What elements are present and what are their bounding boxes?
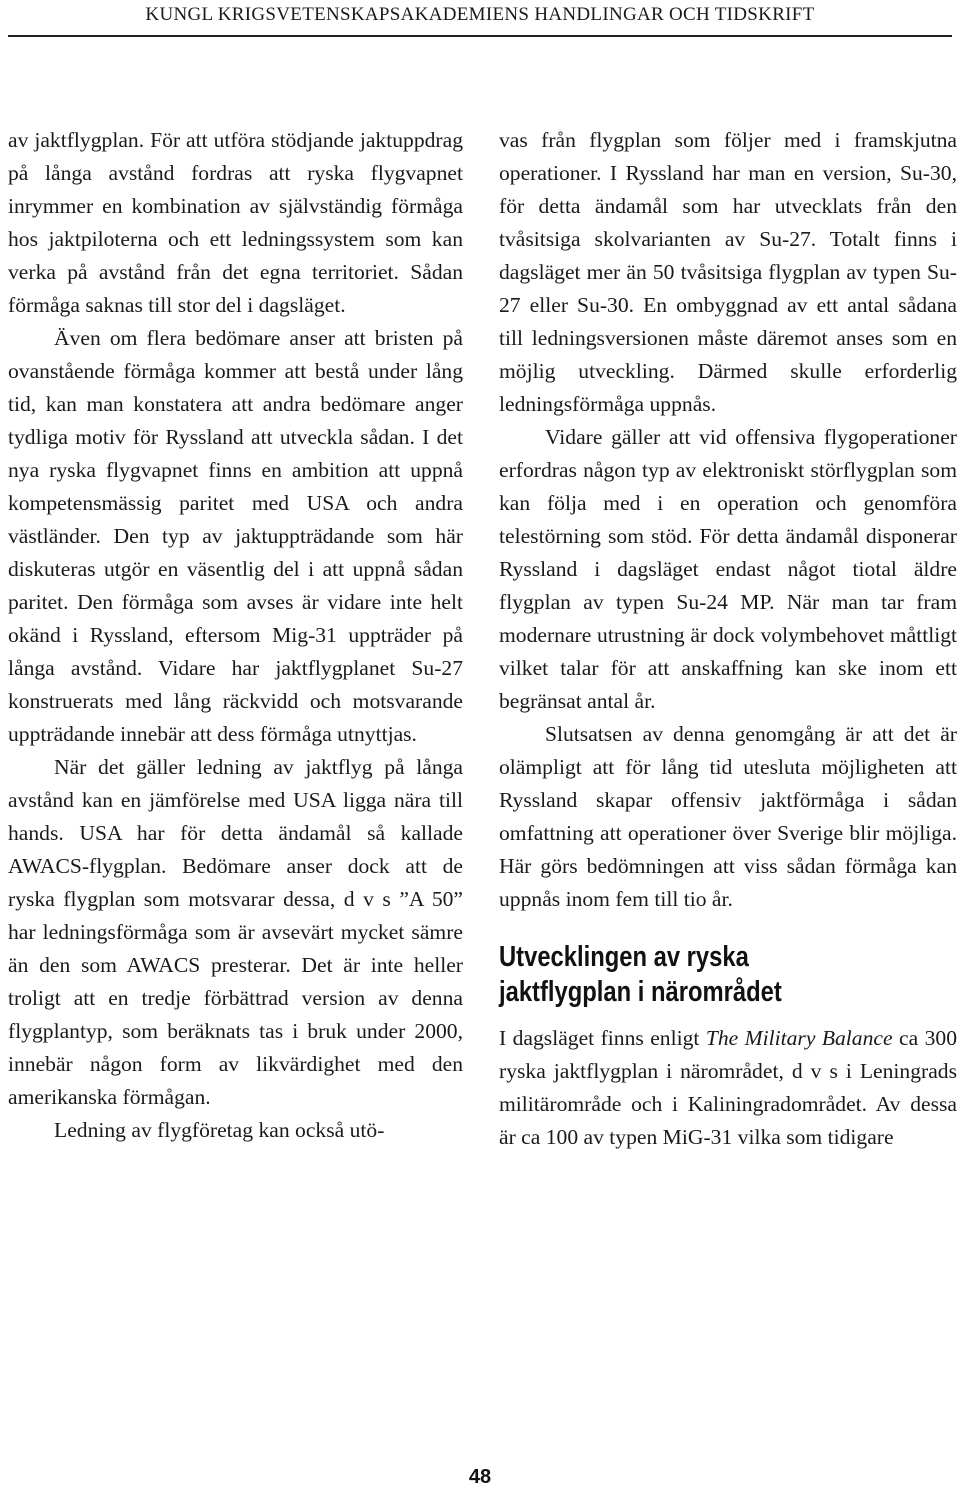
paragraph-4-rest: ca 300 ryska jaktflygplan i närområdet, d v s i Leningrads militärområde och i Kaliningradområdet. Av dessa är ca 100 av typen MiG-31 vilka som tidigare [499, 1026, 957, 1149]
right-paragraph-4 [499, 1022, 957, 1154]
right-paragraph-3: Slutsatsen av denna genomgång är att det är olämpligt att för lång tid utesluta möjligheten att Ryssland skapar offensiv jaktförmåga i sådan omfattning att operationer över Sverige blir möjliga. Här görs bedömningen att viss sådan förmåga kan uppnås inom fem till tio år. [499, 722, 957, 911]
right-paragraph-2: Vidare gäller att vid offensiva flygoperationer erfordras någon typ av elektroniskt störflygplan som kan följa med i en operation och genomföra telestörning som stöd. För detta ändamål disponerar Ryssland i dagsläget endast något tiotal äldre flygplan av typen Su-24 MP. När man tar fram modernare utrustning är dock volymbehovet måttligt vilket talar för att anskaffning kan ske inom ett begränsat antal år. [499, 425, 957, 713]
left-paragraph-3: När det gäller ledning av jaktflyg på långa avstånd kan en jämförelse med USA ligga nära till hands. USA har för detta ändamål så kallade AWACS-flygplan. Bedömare anser dock att de ryska flygplan som motsvarar dessa, d v s ”A 50” har ledningsförmåga som är avsevärt mycket sämre än den som AWACS presterar. Det är inte heller troligt att en tredje förbättrad version av denna flygplantyp, som beräknats tas i bruk under 2000, innebär någon form av likvärdighet med den amerikanska förmågan. [8, 755, 463, 1109]
source-title-italic: The Military Balance [705, 1026, 893, 1050]
right-column [499, 124, 957, 1154]
header-rule [8, 35, 952, 37]
section-heading-line-1: Utvecklingen av ryska [499, 941, 749, 973]
left-paragraph-2: Även om flera bedömare anser att bristen på ovanstående förmåga kommer att bestå under lång tid, kan man konstatera att andra bedömare anger tydliga motiv för Ryssland att utveckla sådan. I det nya ryska flygvapnet finns en ambition att uppnå kompetensmässig paritet med USA och andra västländer. Den typ av jaktuppträdande som här diskuteras utgör en väsentlig del i att uppnå sådan paritet. Den förmåga som avses är vidare inte helt okänd i Ryssland, eftersom Mig-31 uppträder på långa avstånd. Vidare har jaktflygplanet Su-27 konstruerats med lång räckvidd och motsvarande uppträdande innebär att dess förmåga utnyttjas. [8, 326, 463, 746]
section-heading-line-2: jaktflygplan i närområdet [499, 976, 782, 1008]
section-heading [499, 940, 950, 1010]
left-paragraph-4: Ledning av flygföretag kan också utö- [54, 1118, 385, 1142]
paragraph-4-start: I dagsläget finns enligt [499, 1026, 706, 1050]
left-column [8, 124, 463, 1147]
page-number: 48 [468, 1466, 492, 1488]
left-paragraph-1: av jaktflygplan. För att utföra stödjande jaktuppdrag på långa avstånd fordras att ryska flygvapnet inrymmer en kombination av självständig förmåga hos jaktpiloterna och ett ledningssystem som kan verka på avstånd från det egna territoriet. Sådan förmåga saknas till stor del i dagsläget. [8, 128, 463, 317]
right-paragraph-1: vas från flygplan som följer med i framskjutna operationer. I Ryssland har man en version, Su-30, för detta ändamål som har utvecklats från den tvåsitsiga skolvarianten av Su-27. Totalt finns i dagsläget mer än 50 tvåsitsiga flygplan av typen Su-27 eller Su-30. En ombyggnad av ett antal sådana till ledningsversionen måste däremot anses som en möjlig utveckling. Därmed skulle erforderlig ledningsförmåga uppnås. [499, 128, 957, 416]
running-header: KUNGL KRIGSVETENSKAPSAKADEMIENS HANDLINGAR OCH TIDSKRIFT [145, 4, 815, 25]
